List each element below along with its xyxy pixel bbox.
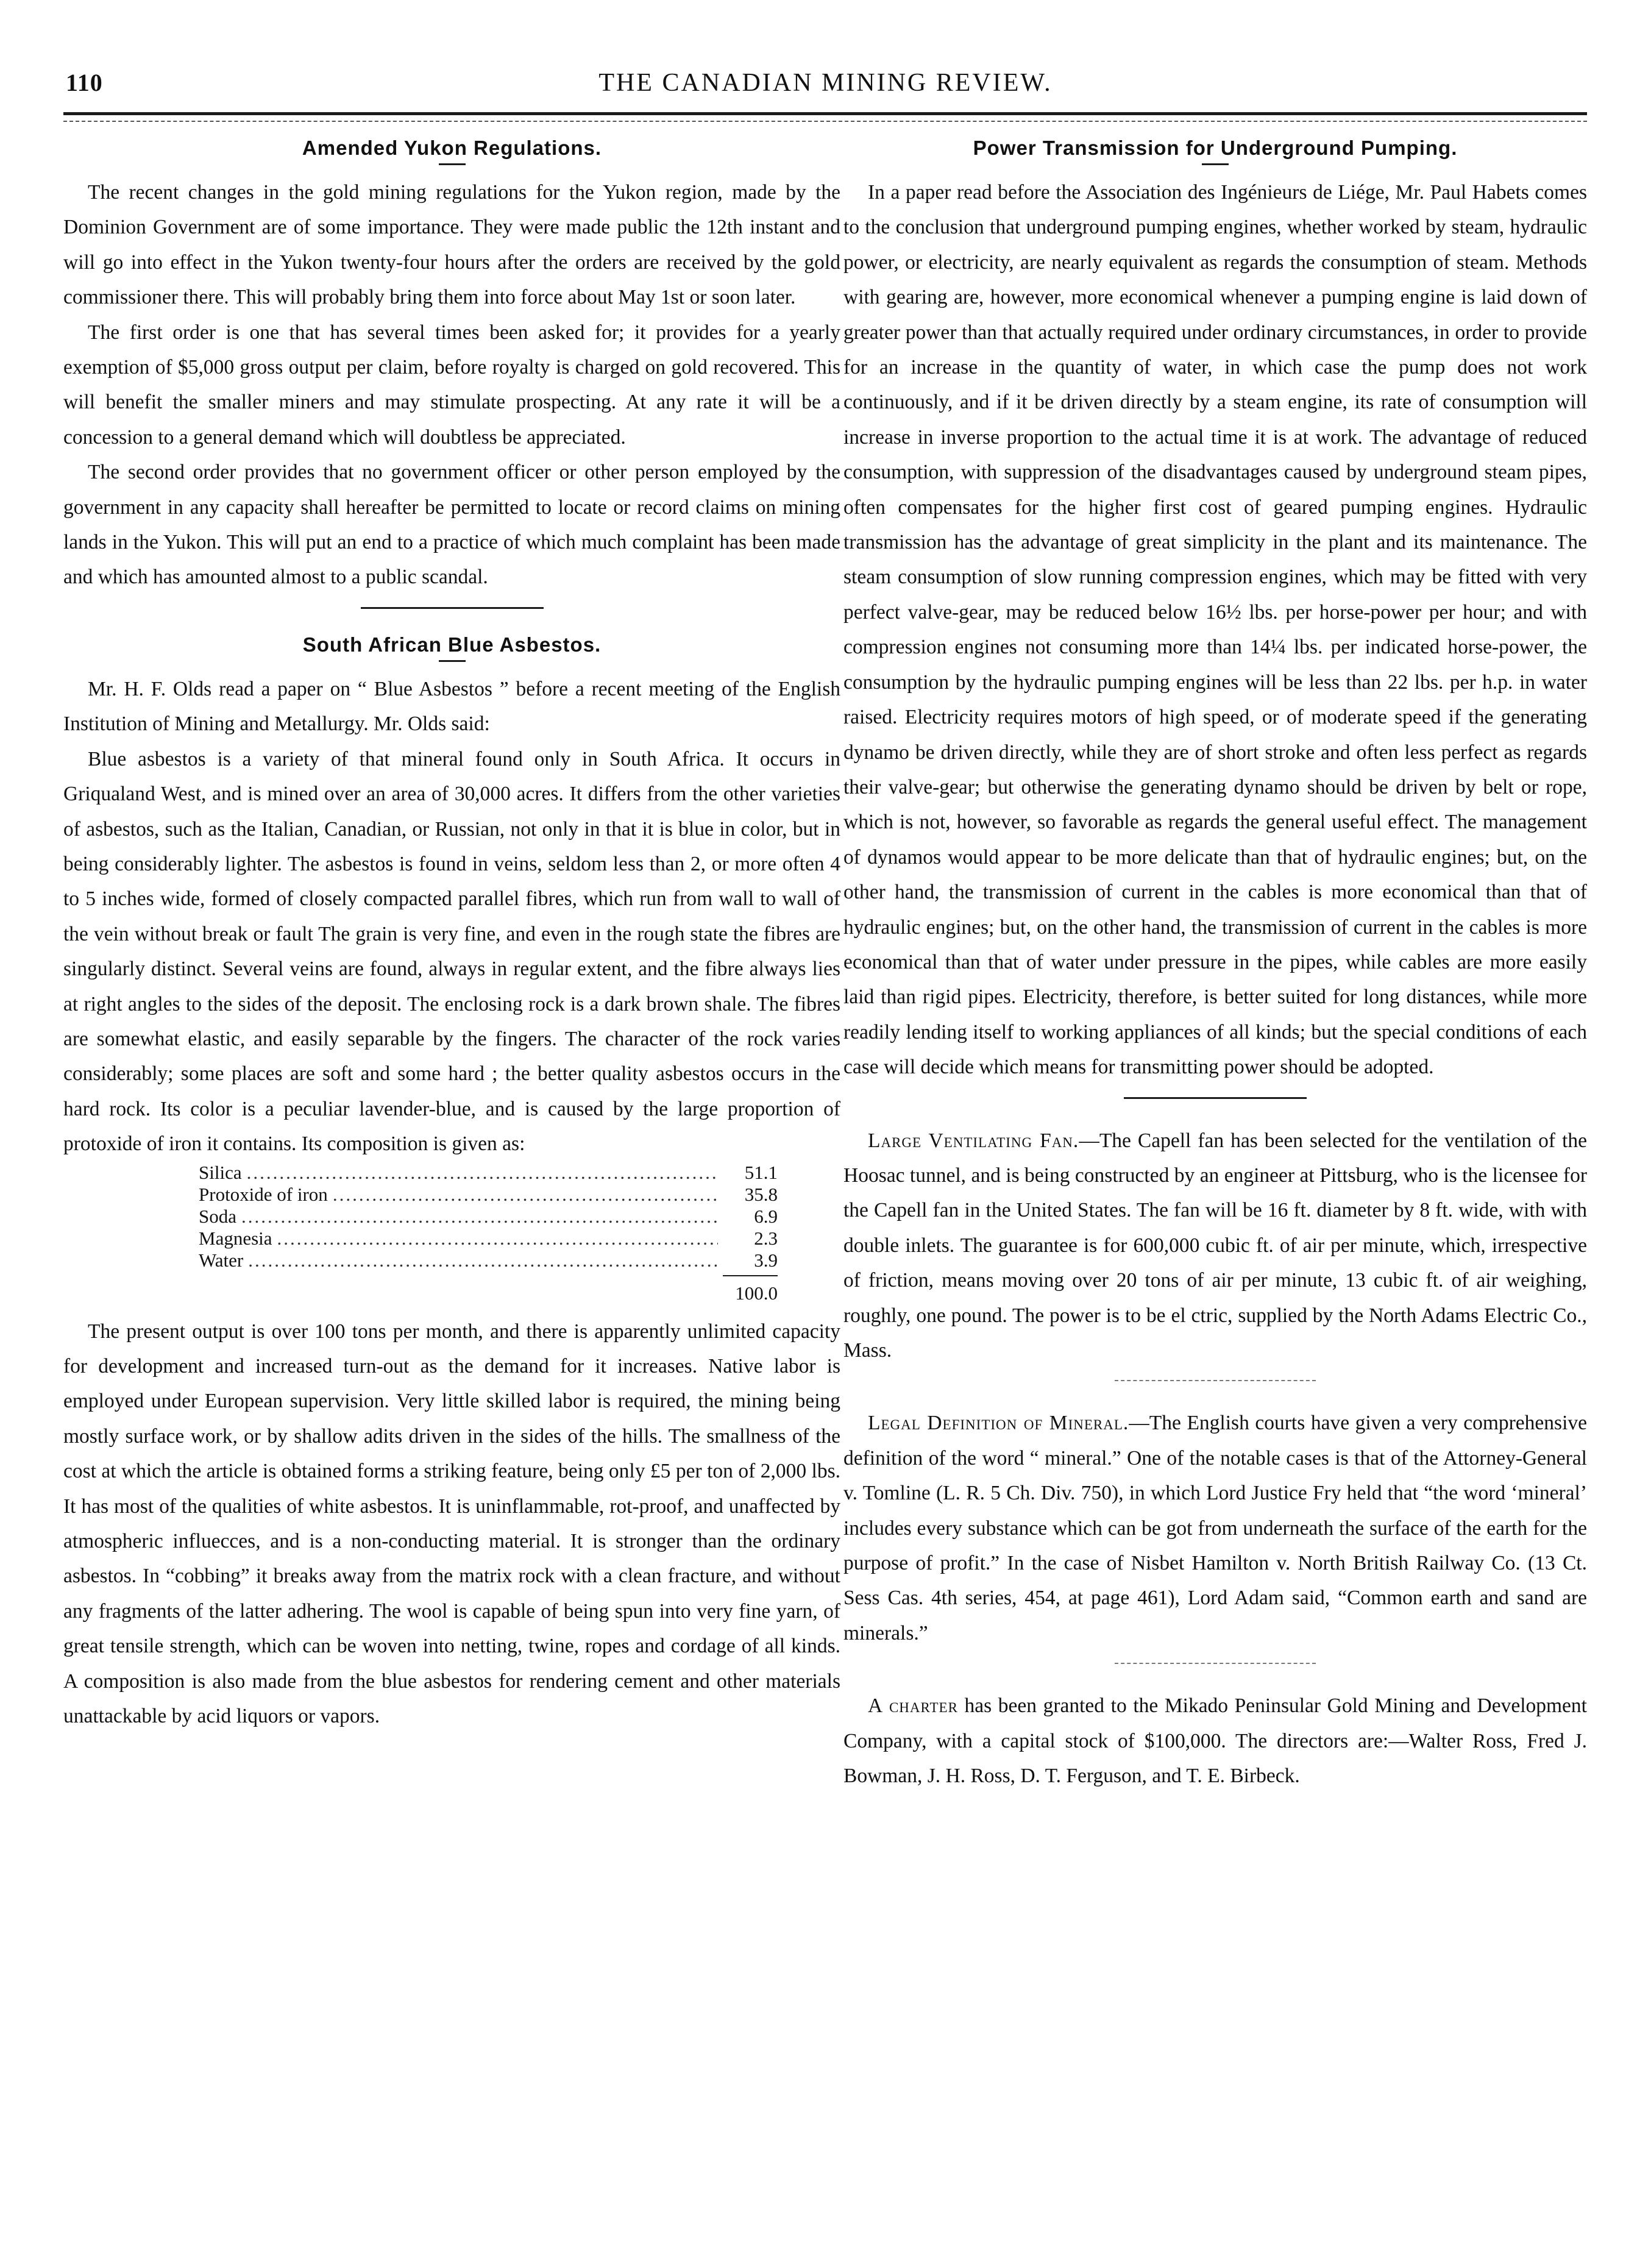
article-ventilating-fan: [843, 1123, 1587, 1368]
right-column: [843, 137, 1587, 1793]
composition-total: 100.0: [723, 1275, 778, 1304]
header-rule: [63, 112, 1587, 115]
section-divider: [1115, 1380, 1316, 1381]
heading-dash: [1202, 163, 1229, 165]
paragraph-text: —The English courts have given a very comprehensive definition of the word “ mineral.” One of the notable cases is that of the Attorney-General v. Tomline (L. R. 5 Ch. Div. 750), in which Lord Justice Fry held that “the word ‘mineral’ includes every substance which can be got from underneath the surface of the earth for the purpose of profit.” In the case of Nisbet Hamilton v. North British Railway Co. (13 Ct. Sess Cas. 4th series, 454, at page 461), Lord Adam said, “Common earth and sand are minerals.”: [843, 1412, 1587, 1644]
heading-dash: [439, 163, 466, 165]
page-number: 110: [66, 69, 103, 96]
dot-leader: [248, 1250, 718, 1271]
dot-leader: [277, 1228, 718, 1250]
component-name: Silica: [199, 1161, 242, 1183]
section-divider: [361, 607, 544, 609]
dot-leader: [247, 1162, 718, 1184]
component-value: 3.9: [754, 1249, 778, 1271]
running-head: THE CANADIAN MINING REVIEW.: [598, 69, 1053, 97]
article-heading: Power Transmission for Underground Pumping.: [973, 137, 1458, 159]
article-heading: South African Blue Asbestos.: [302, 633, 602, 656]
component-value: 6.9: [754, 1205, 778, 1227]
paragraph: Mr. H. F. Olds read a paper on “ Blue Asbestos ” before a recent meeting of the English Institution of Mining and Metallurgy. Mr. Olds said:: [63, 677, 840, 736]
section-divider: [1115, 1663, 1316, 1664]
table-row: [199, 1184, 778, 1206]
header-rule-dashed: [63, 121, 1587, 123]
table-total-row: [199, 1271, 778, 1304]
component-value: 2.3: [754, 1227, 778, 1249]
composition-table: [199, 1162, 778, 1304]
paragraph-text: —The Capell fan has been selected for the ventilation of the Hoosac tunnel, and is being constructed by an engineer at Pittsburg, who is the licensee for the Capell fan in the United States. The fan will be 16 ft. diameter by 8 ft. wide, with with double inlets. The guarantee is for 600,000 cubic ft. of air per minute, which, irrespective of friction, means moving over 20 tons of air per minute, 13 cubic ft. of air weighing, roughly, one pound. The power is to be el ctric, supplied by the North Adams Electric Co., Mass.: [843, 1129, 1588, 1362]
component-value: 51.1: [744, 1161, 778, 1183]
heading-dash: [439, 660, 466, 662]
dot-leader: [241, 1206, 718, 1228]
dot-leader: [333, 1184, 718, 1206]
article-legal-definition: [843, 1406, 1587, 1651]
paragraph: The recent changes in the gold mining regulations for the Yukon region, made by the Dominion Government are of some importance. They were made public the 12th instant and will go into effect in the Yukon twenty-four hours after the orders are received by the gold commissioner there. This will probably bring them into force about May 1st or soon later.: [63, 181, 840, 309]
paragraph: In a paper read before the Association des Ingénieurs de Liége, Mr. Paul Habets comes to the conclusion that underground pumping engines, whether worked by steam, hydraulic power, or electricity, are nearly equivalent as regards the consumption of steam. Methods with gearing are, however, more economical whenever a pumping engine is laid down of greater power than that actually required under ordinary circumstances, in order to provide for an increase in the quantity of water, in which case the pump does not work continuously, and if it be driven directly by a steam engine, its rate of consumption will increase in inverse proportion to the actual time it is at work. The advantage of reduced consumption, with suppression of the disadvantages caused by underground steam pipes, often compensates for the higher first cost of geared pumping engines. Hydraulic transmission has the advantage of great simplicity in the plant and its maintenance. The steam consumption of slow running compression engines, which may be fitted with very perfect valve-gear, may be reduced below 16½ lbs. per horse-power per hour; and with compression engines not consuming more than 14¼ lbs. per indicated horse-power, the consumption by the hydraulic pumping engines will be less than 22 lbs. per h.p. in water raised. Electricity requires motors of high speed, or of moderate speed if the generating dynamo be driven directly, while they are of short stroke and often less perfect as regards their valve-gear; but otherwise the generating dynamo should be driven by belt or rope, which is not, however, so favorable as regards the general useful effect. The management of dynamos would appear to be more delicate than that of hydraulic engines; but, on the other hand, the transmission of current in the cables is more economical than that of hydraulic engines; but, on the other hand, the transmission of current in the cables is more economical than that of water under pressure in the pipes, while cables are more easily laid than rigid pipes. Electricity, therefore, is better suited for long distances, while more readily lending itself to working appliances of all kinds; but the special conditions of each case will decide which means for transmitting power should be adopted.: [843, 181, 1587, 1079]
component-name: Water: [199, 1249, 244, 1271]
table-row: [199, 1250, 778, 1271]
paragraph-text: has been granted to the Mikado Peninsular Gold Mining and Development Company, with a capital stock of $100,000. The directors are:—Walter Ross, Fred J. Bowman, J. H. Ross, D. T. Ferguson, and T. E. Birbeck.: [843, 1694, 1587, 1788]
paragraph: [843, 1123, 1587, 1368]
component-name: Soda: [199, 1205, 236, 1227]
table-row: [199, 1162, 778, 1184]
article-yukon: [63, 137, 840, 595]
run-in-heading: Legal Definition of Mineral.: [868, 1412, 1129, 1435]
paragraph: The first order is one that has several times been asked for; it provides for a yearly exemption of $5,000 gross output per claim, before royalty is charged on gold recovered. This will benefit the smaller miners and may stimulate prospecting. At any rate it will be a concession to a general demand which will doubtless be appreciated.: [63, 321, 840, 449]
component-name: Magnesia: [199, 1227, 272, 1249]
component-value: 35.8: [744, 1183, 778, 1205]
table-row: [199, 1228, 778, 1250]
paragraph: The present output is over 100 tons per month, and there is apparently unlimited capacity for development and increased turn-out as the demand for it increases. Native labor is employed under European supervision. Very little skilled labor is required, the mining being mostly surface work, or by shallow adits driven in the sides of the hills. The smallness of the cost at which the article is obtained forms a striking feature, being only £5 per ton of 2,000 lbs. It has most of the qualities of white asbestos. It is uninflammable, rot-proof, and unaffected by atmospheric influecces, and is a non-conducting material. It is stronger than the ordinary asbestos. In “cobbing” it breaks away from the matrix rock with a clean fracture, and without any fragments of the latter adhering. The wool is capable of being spun into very fine yarn, of great tensile strength, which can be woven into netting, twine, ropes and cordage of all kinds. A composition is also made from the blue asbestos for rendering cement and other materials unattackable by acid liquors or vapors.: [63, 1320, 840, 1728]
left-column: [63, 137, 840, 1733]
section-divider: [1124, 1097, 1307, 1099]
article-heading: Amended Yukon Regulations.: [302, 137, 602, 159]
table-row: [199, 1206, 778, 1228]
paragraph: Blue asbestos is a variety of that mineral found only in South Africa. It occurs in Griqualand West, and is mined over an area of 30,000 acres. It differs from the other varieties of asbestos, such as the Italian, Canadian, or Russian, not only in that it is blue in color, but in being considerably lighter. The asbestos is found in veins, seldom less than 2, or more often 4 to 5 inches wide, formed of closely compacted parallel fibres, which run from wall to wall of the vein without break or fault The grain is very fine, and even in the rough state the fibres are singularly distinct. Several veins are found, always in regular extent, and the fibre always lies at right angles to the sides of the deposit. The enclosing rock is a dark brown shale. The fibres are somewhat elastic, and easily separable by the fingers. The character of the rock varies considerably; some places are soft and some hard ; the better quality asbestos occurs in the hard rock. Its color is a peculiar lavender-blue, and is caused by the large proportion of protoxide of iron it contains. Its composition is given as:: [63, 747, 840, 1156]
component-name: Protoxide of iron: [199, 1183, 328, 1205]
run-in-heading: A charter: [868, 1694, 958, 1718]
article-charter: [843, 1688, 1587, 1793]
paragraph: [843, 1688, 1587, 1793]
run-in-heading: Large Ventilating Fan.: [868, 1129, 1079, 1152]
article-blue-asbestos: [63, 633, 840, 1734]
article-power-transmission: [843, 137, 1587, 1085]
paragraph: The second order provides that no government officer or other person employed by the government in any capacity shall hereafter be permitted to locate or record claims on mining lands in the Yukon. This will put an end to a practice of which much complaint has been made and which has amounted almost to a public scandal.: [63, 461, 840, 589]
paragraph: [843, 1406, 1587, 1651]
